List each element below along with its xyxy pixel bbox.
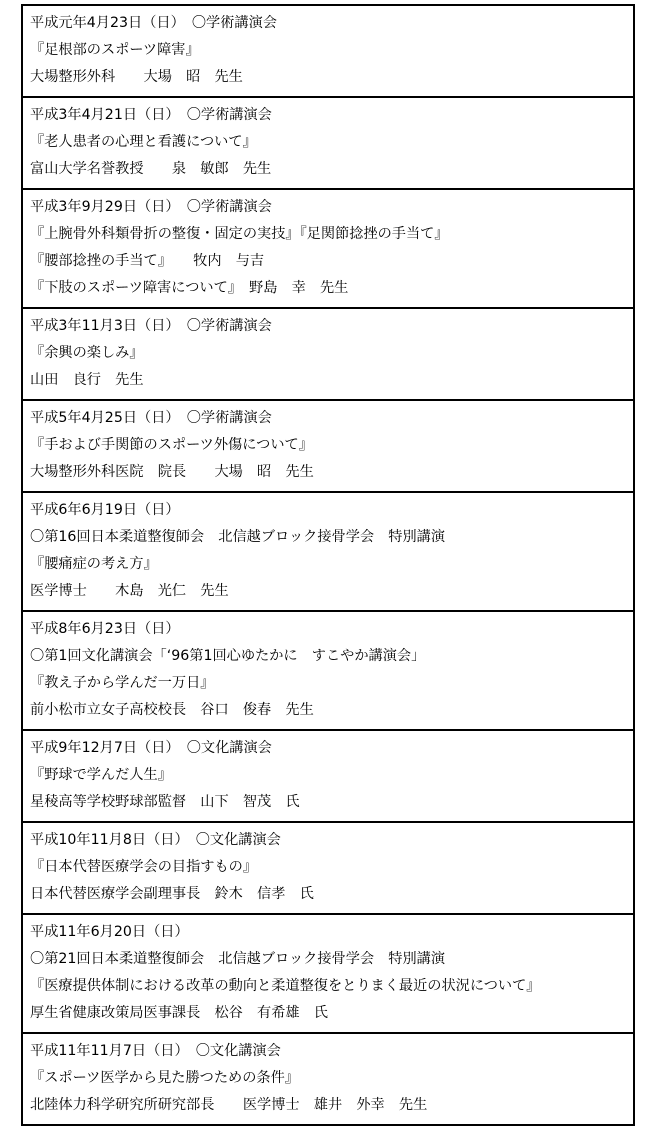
record-event-line: 〇第21回日本柔道整復師会 北信越ブロック接骨学会 特別講演 [30,951,446,967]
lecture-record [21,612,635,731]
record-date-line: 平成5年4月25日（日） 〇学術講演会 [30,410,272,426]
lecture-record [21,915,635,1034]
record-date-line: 平成11年11月7日（日） 〇文化講演会 [30,1043,281,1059]
record-speaker-line: 『下肢のスポーツ障害について』 野島 幸 先生 [30,280,349,296]
record-title-line: 『手および手関節のスポーツ外傷について』 [30,437,313,453]
record-speaker-line: 山田 良行 先生 [30,372,144,388]
record-speaker-line: 星稜高等学校野球部監督 山下 智茂 氏 [30,794,300,810]
lecture-record [21,6,635,98]
lecture-record [21,309,635,401]
lecture-record [21,1034,635,1126]
record-date-line: 平成3年11月3日（日） 〇学術講演会 [30,318,272,334]
record-title-line: 『足根部のスポーツ障害』 [30,42,200,58]
record-title-line: 『腰部捻挫の手当て』 牧内 与吉 [30,253,265,269]
record-date-line: 平成11年6月20日（日） [30,924,189,940]
record-event-line: 〇第1回文化講演会「‘96第1回心ゆたかに すこやか講演会」 [30,648,426,664]
record-title-line: 『スポーツ医学から見た勝つための条件』 [30,1070,299,1086]
record-date-line: 平成3年4月21日（日） 〇学術講演会 [30,107,272,123]
record-title-line: 『老人患者の心理と看護について』 [30,134,257,150]
record-date-line: 平成元年4月23日（日） 〇学術講演会 [30,15,277,31]
record-title-line: 『医療提供体制における改革の動向と柔道整復をとりまく最近の状況について』 [30,978,541,994]
record-title-line: 『上腕骨外科類骨折の整復・固定の実技』『足関節捻挫の手当て』 [30,226,449,242]
record-speaker-line: 前小松市立女子高校校長 谷口 俊春 先生 [30,702,314,718]
record-speaker-line: 厚生省健康改策局医事課長 松谷 有希雄 氏 [30,1005,328,1021]
record-speaker-line: 北陸体力科学研究所研究部長 医学博士 雄井 外幸 先生 [30,1097,428,1113]
record-date-line: 平成10年11月8日（日） 〇文化講演会 [30,832,281,848]
record-speaker-line: 大場整形外科医院 院長 大場 昭 先生 [30,464,314,480]
lecture-record [21,493,635,612]
lecture-record [21,401,635,493]
record-title-line: 『教え子から学んだ一万日』 [30,675,215,691]
record-title-line: 『余興の楽しみ』 [30,345,144,361]
lecture-record [21,731,635,823]
lecture-record [21,823,635,915]
lecture-record [21,190,635,309]
record-date-line: 平成6年6月19日（日） [30,502,180,518]
record-date-line: 平成8年6月23日（日） [30,621,180,637]
record-title-line: 『日本代替医療学会の目指すもの』 [30,859,258,875]
lecture-records-table [21,4,635,1126]
lecture-record [21,98,635,190]
record-date-line: 平成9年12月7日（日） 〇文化講演会 [30,740,272,756]
record-event-line: 〇第16回日本柔道整復師会 北信越ブロック接骨学会 特別講演 [30,529,446,545]
record-title-line: 『野球で学んだ人生』 [30,767,172,783]
record-title-line: 『腰痛症の考え方』 [30,556,158,572]
record-speaker-line: 富山大学名誉教授 泉 敏郎 先生 [30,161,272,177]
record-date-line: 平成3年9月29日（日） 〇学術講演会 [30,199,272,215]
record-speaker-line: 大場整形外科 大場 昭 先生 [30,69,243,85]
record-speaker-line: 医学博士 木島 光仁 先生 [30,583,229,599]
record-speaker-line: 日本代替医療学会副理事長 鈴木 信孝 氏 [30,886,314,902]
